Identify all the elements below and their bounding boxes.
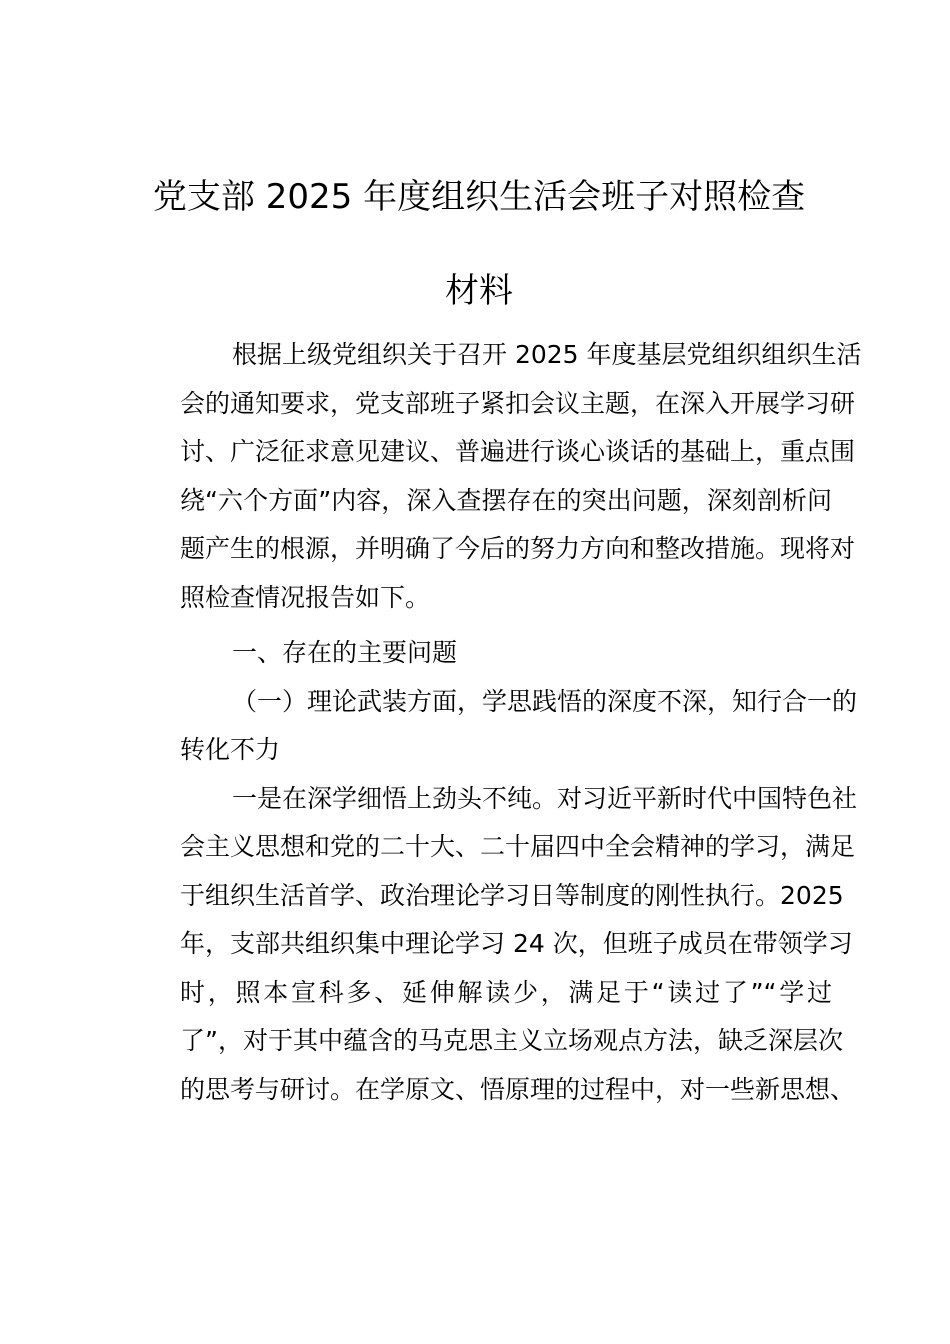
- document-title: [128, 150, 830, 338]
- body-paragraph: [128, 775, 858, 1115]
- text-line: 于组织生活首学、政治理论学习日等制度的刚性执行。2025: [180, 880, 844, 910]
- text-line: 时，照本宣科多、延伸解读少，满足于“读过了”“学过: [180, 977, 832, 1007]
- text-line: 一是在深学细悟上劲头不纯。对习近平新时代中国特色社: [232, 783, 858, 813]
- sub-heading-line: 转化不力: [180, 735, 281, 764]
- sub-heading: [128, 678, 858, 775]
- title-line: 材料: [445, 271, 513, 311]
- section-heading-text: 一、存在的主要问题: [232, 638, 458, 667]
- text-line: 照检查情况报告如下。: [180, 582, 431, 612]
- document-body: [128, 331, 862, 1114]
- section-heading: [128, 629, 832, 678]
- text-line: 了”，对于其中蕴含的马克思主义立场观点方法，缺乏深层次: [180, 1026, 843, 1055]
- sub-heading-line: （一）理论武装方面，学思践悟的深度不深，知行合一的: [232, 686, 858, 716]
- text-line: 题产生的根源，并明确了今后的努力方向和整改措施。现将对: [180, 534, 856, 563]
- text-line: 会主义思想和党的二十大、二十届四中全会精神的学习，满足: [180, 832, 856, 861]
- text-line: 讨、广泛征求意见建议、普遍进行谈心谈话的基础上，重点围: [180, 437, 856, 466]
- intro-paragraph: [128, 331, 862, 622]
- text-line: 年，支部共组织集中理论学习 24 次，但班子成员在带领学习: [180, 929, 853, 958]
- text-line: 根据上级党组织关于召开 2025 年度基层党组织组织生活: [232, 340, 862, 369]
- text-line: 的思考与研讨。在学原文、悟原理的过程中，对一些新思想、: [180, 1074, 856, 1104]
- text-line: 会的通知要求，党支部班子紧扣会议主题，在深入开展学习研: [180, 388, 856, 418]
- text-line: 绕“六个方面”内容，深入查摆存在的突出问题，深刻剖析问: [180, 485, 832, 515]
- title-line: 党支部 2025 年度组织生活会班子对照检查: [152, 177, 806, 217]
